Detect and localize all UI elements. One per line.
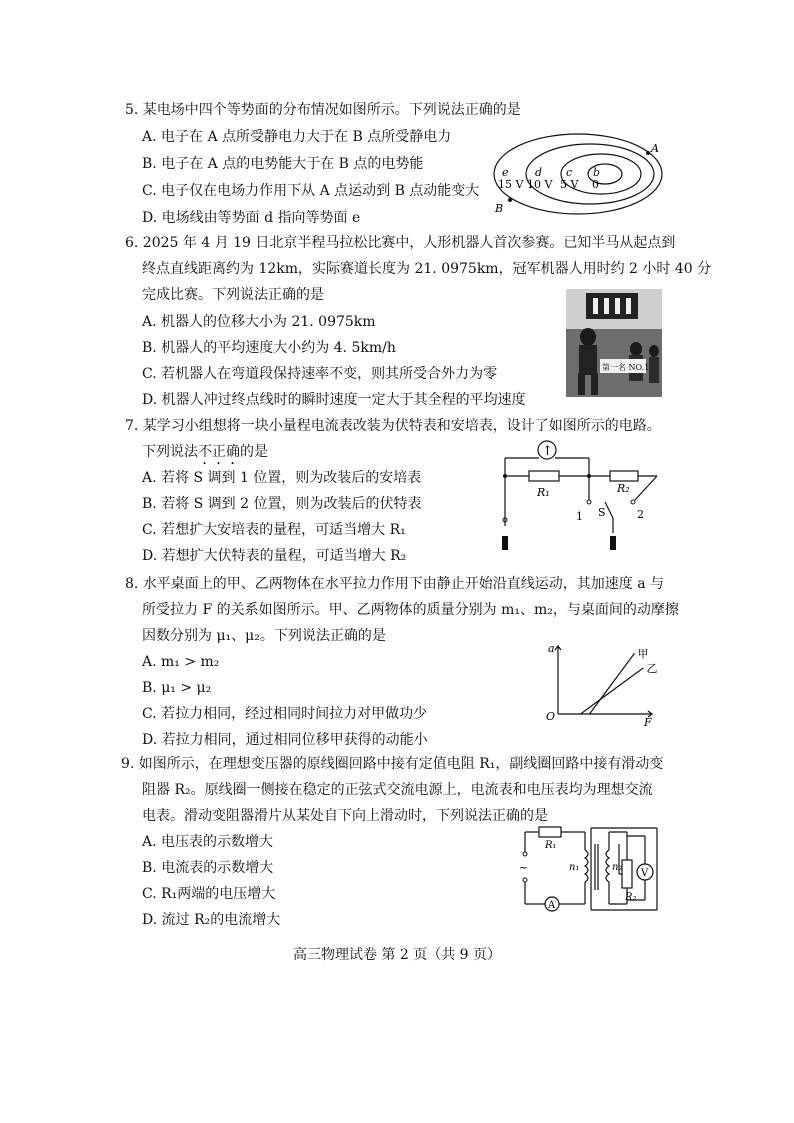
r1-label: R₁ <box>545 840 557 851</box>
q7-option-c: C. 若想扩大安培表的量程，可适当增大 R₁ <box>142 522 406 538</box>
point-a-label: A <box>651 142 659 155</box>
q8-option-b: B. μ₁ > μ₂ <box>142 680 212 696</box>
point-b-dot <box>508 198 512 202</box>
surface-e <box>494 134 662 214</box>
label-b: b <box>593 166 601 179</box>
ac-source-symbol: ~ <box>519 861 529 874</box>
q9-option-a: A. 电压表的示数增大 <box>142 834 274 850</box>
q7-option-d: D. 若想扩大伏特表的量程，可适当增大 R₂ <box>142 548 407 564</box>
q7-option-a: A. 若将 S 调到 1 位置，则为改装后的安培表 <box>142 470 422 486</box>
q8-option-c: C. 若拉力相同，经过相同时间拉力对甲做功少 <box>142 706 428 722</box>
q7-stem-line-1: 7. 某学习小组想将一块小量程电流表改装为伏特表和安培表，设计了如图所示的电路。 <box>125 418 661 434</box>
q6-stem-line-2: 终点直线距离约为 12km，实际赛道长度为 21. 0975km，冠军机器人用时约 2 小时 40 分 <box>142 261 712 277</box>
q7-stem-emphasis: 不正确 <box>198 444 240 460</box>
series-label-2: 乙 <box>646 661 658 675</box>
q6-option-c: C. 若机器人在弯道段保持速率不变，则其所受合外力为零 <box>142 366 498 382</box>
q5-option-d: D. 电场线由等势面 d 指向等势面 e <box>142 210 361 226</box>
potential-5v: 5 V <box>560 178 579 191</box>
label-e: e <box>502 166 509 179</box>
q8-stem-line-1: 8. 水平桌面上的甲、乙两物体在水平拉力作用下由静止开始沿直线运动，其加速度 a 与 <box>125 576 665 592</box>
surface-d <box>526 144 654 204</box>
q6-option-a: A. 机器人的位移大小为 21. 0975km <box>142 314 376 330</box>
series-line-2 <box>581 668 644 714</box>
series-line-1 <box>590 653 635 714</box>
origin-label: O <box>546 710 556 723</box>
r1-label: R₁ <box>537 486 550 499</box>
x-axis-label: F <box>644 716 652 729</box>
q9-option-d: D. 流过 R₂的电流增大 <box>142 912 281 928</box>
q5-option-b: B. 电子在 A 点的电势能大于在 B 点的电势能 <box>142 156 424 172</box>
potential-10v: 10 V <box>527 178 553 191</box>
terminal-right <box>610 536 616 550</box>
q5-option-c: C. 电子仅在电场力作用下从 A 点运动到 B 点动能变大 <box>142 183 480 199</box>
q8-stem-line-3: 因数分别为 μ₁、μ₂。下列说法正确的是 <box>142 628 386 644</box>
q9-stem-line-2: 阻器 R₂。原线圈一侧接在稳定的正弦式交流电源上，电流表和电压表均为理想交流 <box>142 782 653 798</box>
q6-stem-line-1: 6. 2025 年 4 月 19 日北京半程马拉松比赛中，人形机器人首次参赛。已知半马从起点到 <box>125 235 676 251</box>
y-axis-label: a <box>548 642 555 655</box>
q6-option-b: B. 机器人的平均速度大小约为 4. 5km/h <box>142 340 396 356</box>
position-1-label: 1 <box>576 510 583 523</box>
q6-stem-line-3: 完成比赛。下列说法正确的是 <box>142 287 324 303</box>
finish-banner-text: 第一名 NO.1 <box>602 363 650 372</box>
q7-option-b: B. 若将 S 调到 2 位置，则为改装后的伏特表 <box>142 496 422 512</box>
n1-label: n₁ <box>569 862 580 873</box>
terminal-left <box>502 536 508 550</box>
q8-option-d: D. 若拉力相同，通过相同位移甲获得的动能小 <box>142 732 428 748</box>
page-footer: 高三物理试卷 第 2 页（共 9 页） <box>292 947 502 963</box>
series-label-1: 甲 <box>637 647 649 661</box>
q8-stem-line-2: 所受拉力 F 的关系如图所示。甲、乙两物体的质量分别为 m₁、m₂，与桌面间的动摩擦 <box>142 602 679 618</box>
q9-option-b: B. 电流表的示数增大 <box>142 860 274 876</box>
q7-stem-line-2 <box>142 442 268 468</box>
q5-stem: 5. 某电场中四个等势面的分布情况如图所示。下列说法正确的是 <box>125 102 521 118</box>
q8-a-f-chart <box>540 640 660 730</box>
point-a-dot <box>646 151 650 155</box>
q7-stem-pre: 下列说法 <box>142 444 198 460</box>
q9-stem-line-1: 9. 如图所示，在理想变压器的原线圈回路中接有定值电阻 R₁，副线圈回路中接有滑动变 <box>121 756 664 772</box>
q9-transformer-figure <box>515 824 665 916</box>
r2-label: R₂ <box>617 482 630 495</box>
galvanometer-symbol: ↑ <box>542 444 553 459</box>
q7-stem-post: 的是 <box>240 444 268 460</box>
q7-circuit-figure <box>495 438 670 560</box>
q5-equipotential-figure <box>490 130 670 220</box>
n2-label: n₂ <box>612 862 623 873</box>
q6-option-d: D. 机器人冲过终点线时的瞬时速度一定大于其全程的平均速度 <box>142 392 526 408</box>
q9-option-c: C. R₁两端的电压增大 <box>142 886 276 902</box>
robot-marathon-photo <box>566 289 662 397</box>
q5-option-a: A. 电子在 A 点所受静电力大于在 B 点所受静电力 <box>142 129 452 145</box>
potential-0: 0 <box>592 178 599 191</box>
position-2-label: 2 <box>637 508 644 521</box>
q8-option-a: A. m₁ > m₂ <box>142 654 220 670</box>
ammeter-symbol: A <box>548 900 556 911</box>
switch-label: S <box>598 506 606 519</box>
r2-label: R₂ <box>625 892 637 903</box>
voltmeter-symbol: V <box>641 868 649 879</box>
label-c: c <box>566 166 573 179</box>
potential-15v: 15 V <box>498 178 524 191</box>
point-b-label: B <box>495 202 504 215</box>
q9-stem-line-3: 电表。滑动变阻器滑片从某处自下向上滑动时，下列说法正确的是 <box>142 808 548 824</box>
label-d: d <box>535 166 543 179</box>
